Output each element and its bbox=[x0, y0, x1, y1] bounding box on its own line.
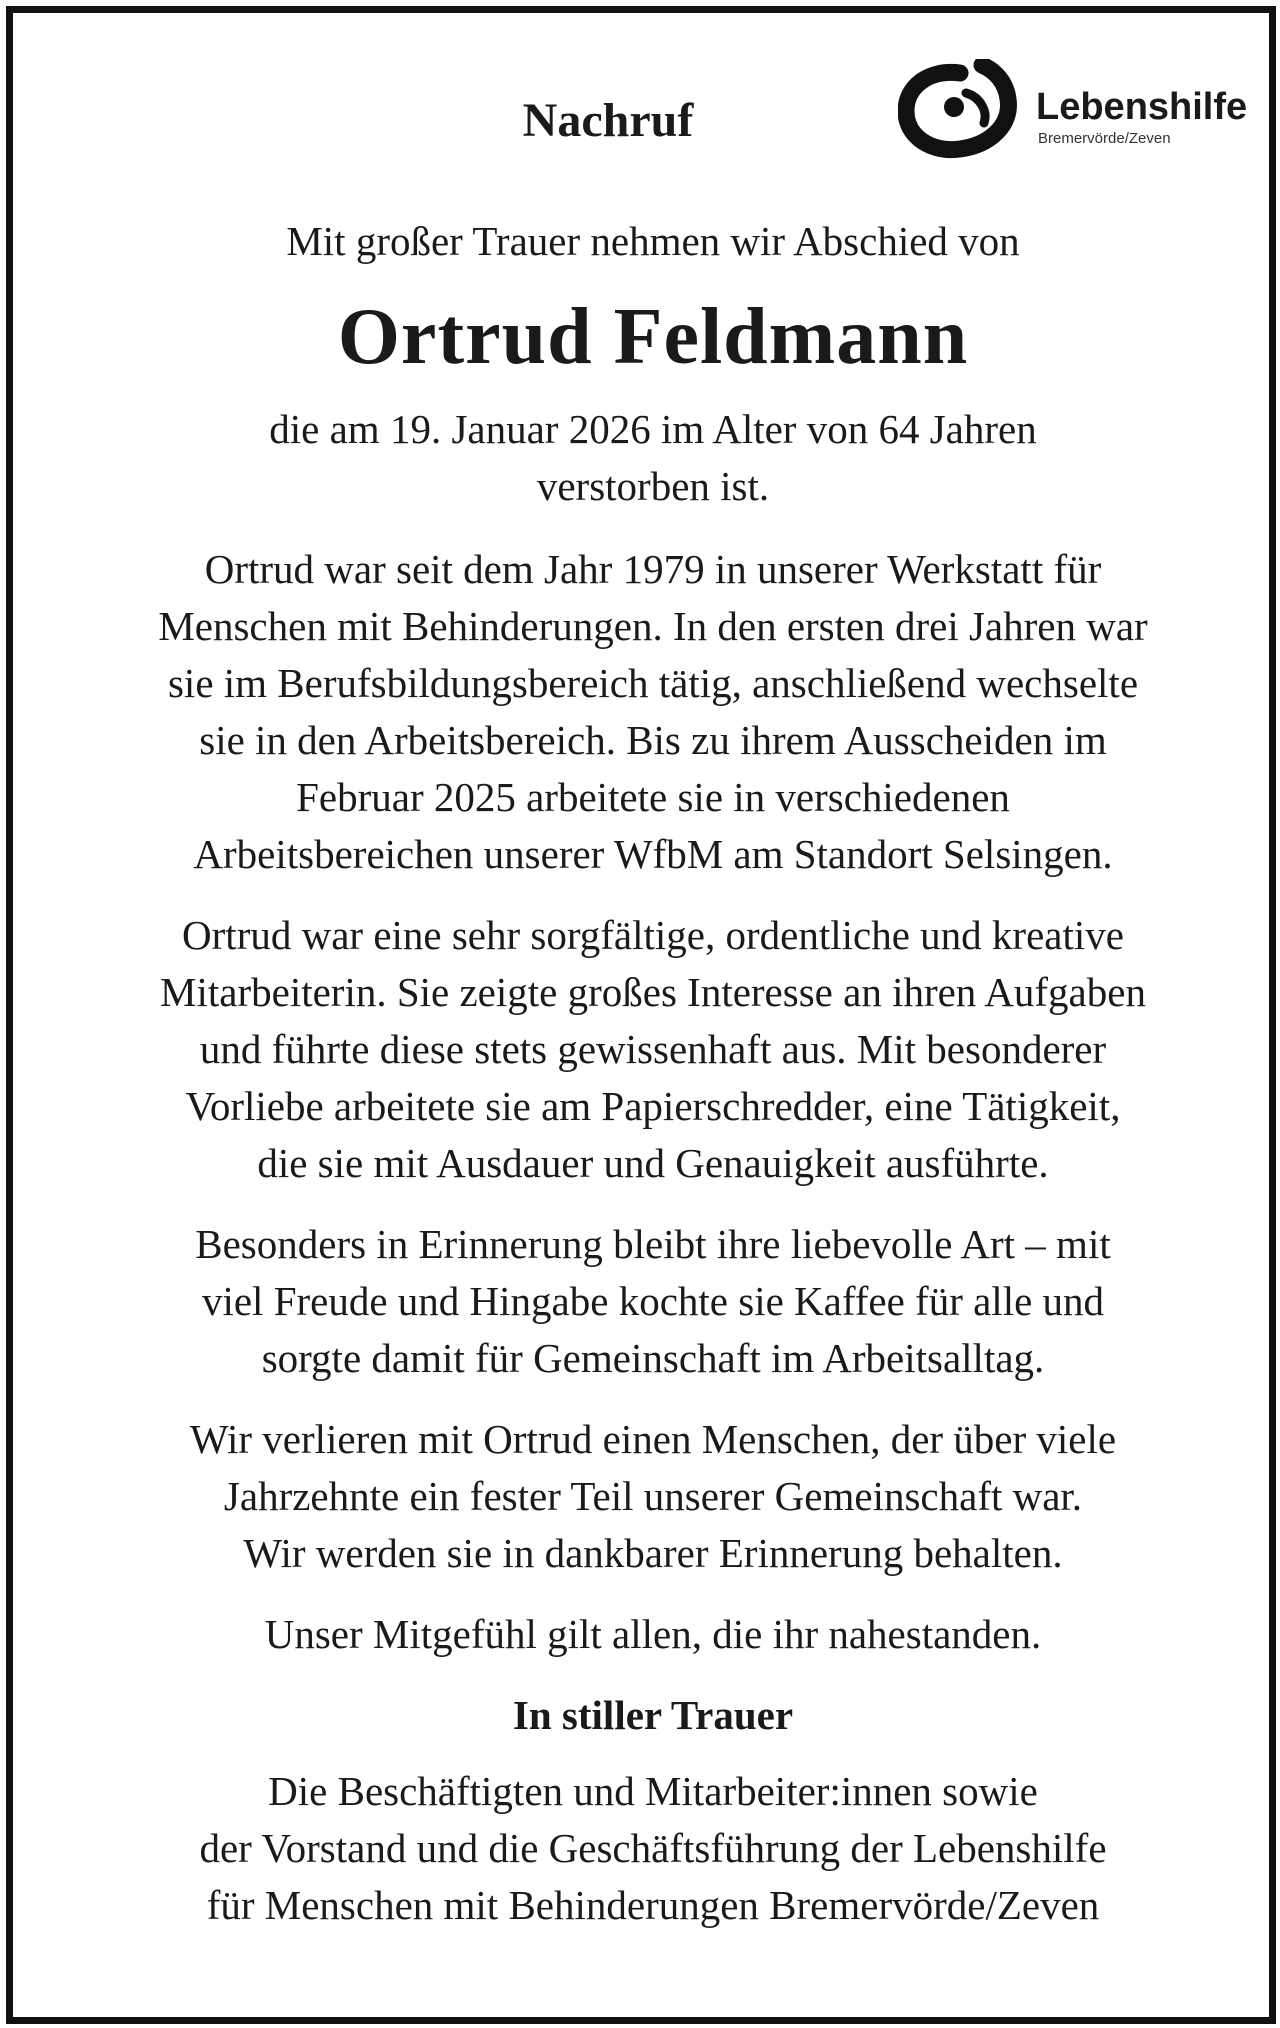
text-line: für Menschen mit Behinderungen Bremervörde/Zeven bbox=[206, 1882, 1100, 1928]
paragraph-sympathy bbox=[33, 1606, 1273, 1663]
paragraph-character bbox=[33, 907, 1273, 1192]
text-line: Mitarbeiterin. Sie zeigte großes Interesse an ihren Aufgaben bbox=[160, 969, 1146, 1015]
text-line: Vorliebe arbeitete sie am Papierschredder, eine Tätigkeit, bbox=[185, 1083, 1121, 1129]
text-line: sie im Berufsbildungsbereich tätig, anschließend wechselte bbox=[167, 660, 1139, 706]
text-line: der Vorstand und die Geschäftsführung der Lebenshilfe bbox=[199, 1825, 1107, 1871]
lebenshilfe-logo-icon bbox=[898, 59, 1028, 159]
text-line: Arbeitsbereichen unserer WfbM am Standort Selsingen. bbox=[193, 831, 1113, 877]
text-line: viel Freude und Hingabe kochte sie Kaffee für alle und bbox=[201, 1278, 1105, 1324]
obituary-frame bbox=[6, 6, 1276, 2024]
text-line: die am 19. Januar 2026 im Alter von 64 Jahren bbox=[269, 406, 1037, 452]
obituary-header bbox=[13, 13, 1269, 183]
text-line: verstorben ist. bbox=[536, 463, 770, 509]
obituary-heading-text: Nachruf bbox=[522, 94, 694, 147]
intro-text: Mit großer Trauer nehmen wir Abschied von bbox=[286, 218, 1020, 264]
text-line: die sie mit Ausdauer und Genauigkeit ausführte. bbox=[257, 1140, 1049, 1186]
obituary-body bbox=[33, 213, 1273, 1934]
text-line: sie in den Arbeitsbereich. Bis zu ihrem Ausscheiden im bbox=[199, 717, 1107, 763]
text-line: sorgte damit für Gemeinschaft im Arbeitsalltag. bbox=[261, 1335, 1045, 1381]
logo-name: Lebenshilfe bbox=[1036, 86, 1248, 128]
deceased-name: Ortrud Feldmann bbox=[337, 293, 969, 381]
text-line: Ortrud war eine sehr sorgfältige, ordentliche und kreative bbox=[182, 912, 1124, 958]
text-line: Jahrzehnte ein fester Teil unserer Gemeinschaft war. bbox=[223, 1473, 1083, 1519]
text-line: Menschen mit Behinderungen. In den ersten drei Jahren war bbox=[158, 603, 1148, 649]
text-line: Februar 2025 arbeitete sie in verschiedenen bbox=[296, 774, 1010, 820]
text-line: Wir werden sie in dankbarer Erinnerung behalten. bbox=[243, 1530, 1063, 1576]
lebenshilfe-logo bbox=[898, 59, 1258, 159]
paragraph-memory bbox=[33, 1216, 1273, 1387]
signature-block bbox=[33, 1763, 1273, 1934]
text-line: Besonders in Erinnerung bleibt ihre liebevolle Art – mit bbox=[195, 1221, 1111, 1267]
text-line: Wir verlieren mit Ortrud einen Menschen, der über viele bbox=[189, 1416, 1117, 1462]
text-line: und führte diese stets gewissenhaft aus. Mit besonderer bbox=[199, 1026, 1107, 1072]
text-line: Unser Mitgefühl gilt allen, die ihr nahestanden. bbox=[264, 1611, 1042, 1657]
death-notice bbox=[33, 401, 1273, 515]
text-line: Ortrud war seit dem Jahr 1979 in unserer Werkstatt für bbox=[204, 546, 1102, 592]
logo-subtitle: Bremervörde/Zeven bbox=[1038, 130, 1171, 147]
closing-phrase: In stiller Trauer bbox=[512, 1692, 794, 1738]
paragraph-loss bbox=[33, 1411, 1273, 1582]
paragraph-career bbox=[33, 541, 1273, 883]
text-line: Die Beschäftigten und Mitarbeiter:innen sowie bbox=[268, 1768, 1038, 1814]
